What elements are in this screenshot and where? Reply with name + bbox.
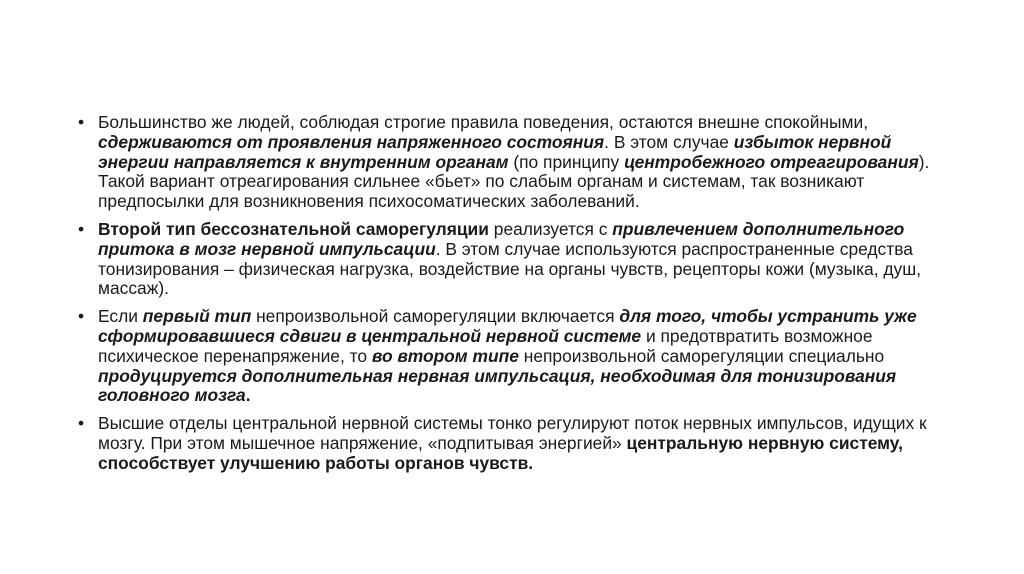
- bullet-text-3-seg-4: для того, чтобы устранить уже сформировавшиеся сдвиги в центральной нервной системе: [98, 306, 917, 346]
- bullet-text-1-seg-5: (по принципу: [508, 151, 625, 172]
- slide-content: [78, 113, 948, 482]
- bullet-text-1-seg-3: . В этом случае: [604, 131, 734, 152]
- bullet-text-4-seg-2: центральную нервную систему, способствует улучшению работы органов чувств.: [98, 432, 903, 473]
- bullet-text-3-seg-5: и предотвратить возможное психическое перенапряжение, то: [98, 325, 873, 366]
- bullet-dot-icon: •: [78, 306, 85, 327]
- bullet-text-1-seg-6: центробежного отреагирования: [624, 151, 919, 172]
- bullet-item-3: [78, 307, 948, 406]
- bullet-text-2-seg-2: реализуется с: [488, 218, 613, 239]
- bullet-text-4-seg-1: Высшие отделы центральной нервной системы тонко регулируют поток нервных импульсов, идущих к мозгу. При этом мышечное напряжение, «подпитывая энергией»: [98, 413, 927, 453]
- bullet-dot-icon: •: [78, 112, 85, 132]
- bullet-dot-icon: •: [78, 218, 85, 239]
- bullet-text-3-seg-1: Если: [98, 306, 143, 327]
- bullet-item-1: [78, 113, 948, 212]
- bullet-list: [78, 113, 948, 474]
- bullet-text-2-seg-4: . В этом случае используются распространенные средства тонизирования – физическая нагрузка, воздействие на органы чувств, рецепторы кожи (музыка, душ, массаж).: [98, 238, 922, 299]
- bullet-text-3-seg-8: продуцируется дополнительная нервная импульсация, необходимая для тонизирования головного мозга: [98, 365, 897, 406]
- bullet-text-3-seg-9: .: [245, 385, 251, 406]
- bullet-text-3-seg-2: первый тип: [142, 306, 252, 327]
- bullet-item-4: [78, 414, 948, 473]
- bullet-dot-icon: •: [78, 413, 85, 434]
- bullet-item-2: [78, 220, 948, 299]
- bullet-text-1-seg-1: Большинство же людей, соблюдая строгие правила поведения, остаются внешне спокойными,: [98, 112, 869, 132]
- bullet-text-2-seg-3: привлечением дополнительного притока в мозг нервной импульсации: [98, 218, 905, 259]
- bullet-text-3-seg-3: непроизвольной саморегуляции включается: [251, 306, 620, 327]
- bullet-text-2-seg-1: Второй тип бессознательной саморегуляции: [98, 218, 489, 239]
- bullet-text-1-seg-2: сдерживаются от проявления напряженного состояния: [98, 131, 605, 152]
- bullet-text-3-seg-7: непроизвольной саморегуляции специально: [518, 345, 885, 366]
- bullet-text-1-seg-7: ). Такой вариант отреагирования сильнее «бьет» по слабым органам и системам, так возникают предпосылки для возникновения психосоматических заболеваний.: [98, 151, 930, 212]
- bullet-text-3-seg-6: во втором типе: [371, 345, 519, 366]
- bullet-text-1-seg-4: избыток нервной энергии направляется к внутренним органам: [98, 131, 892, 172]
